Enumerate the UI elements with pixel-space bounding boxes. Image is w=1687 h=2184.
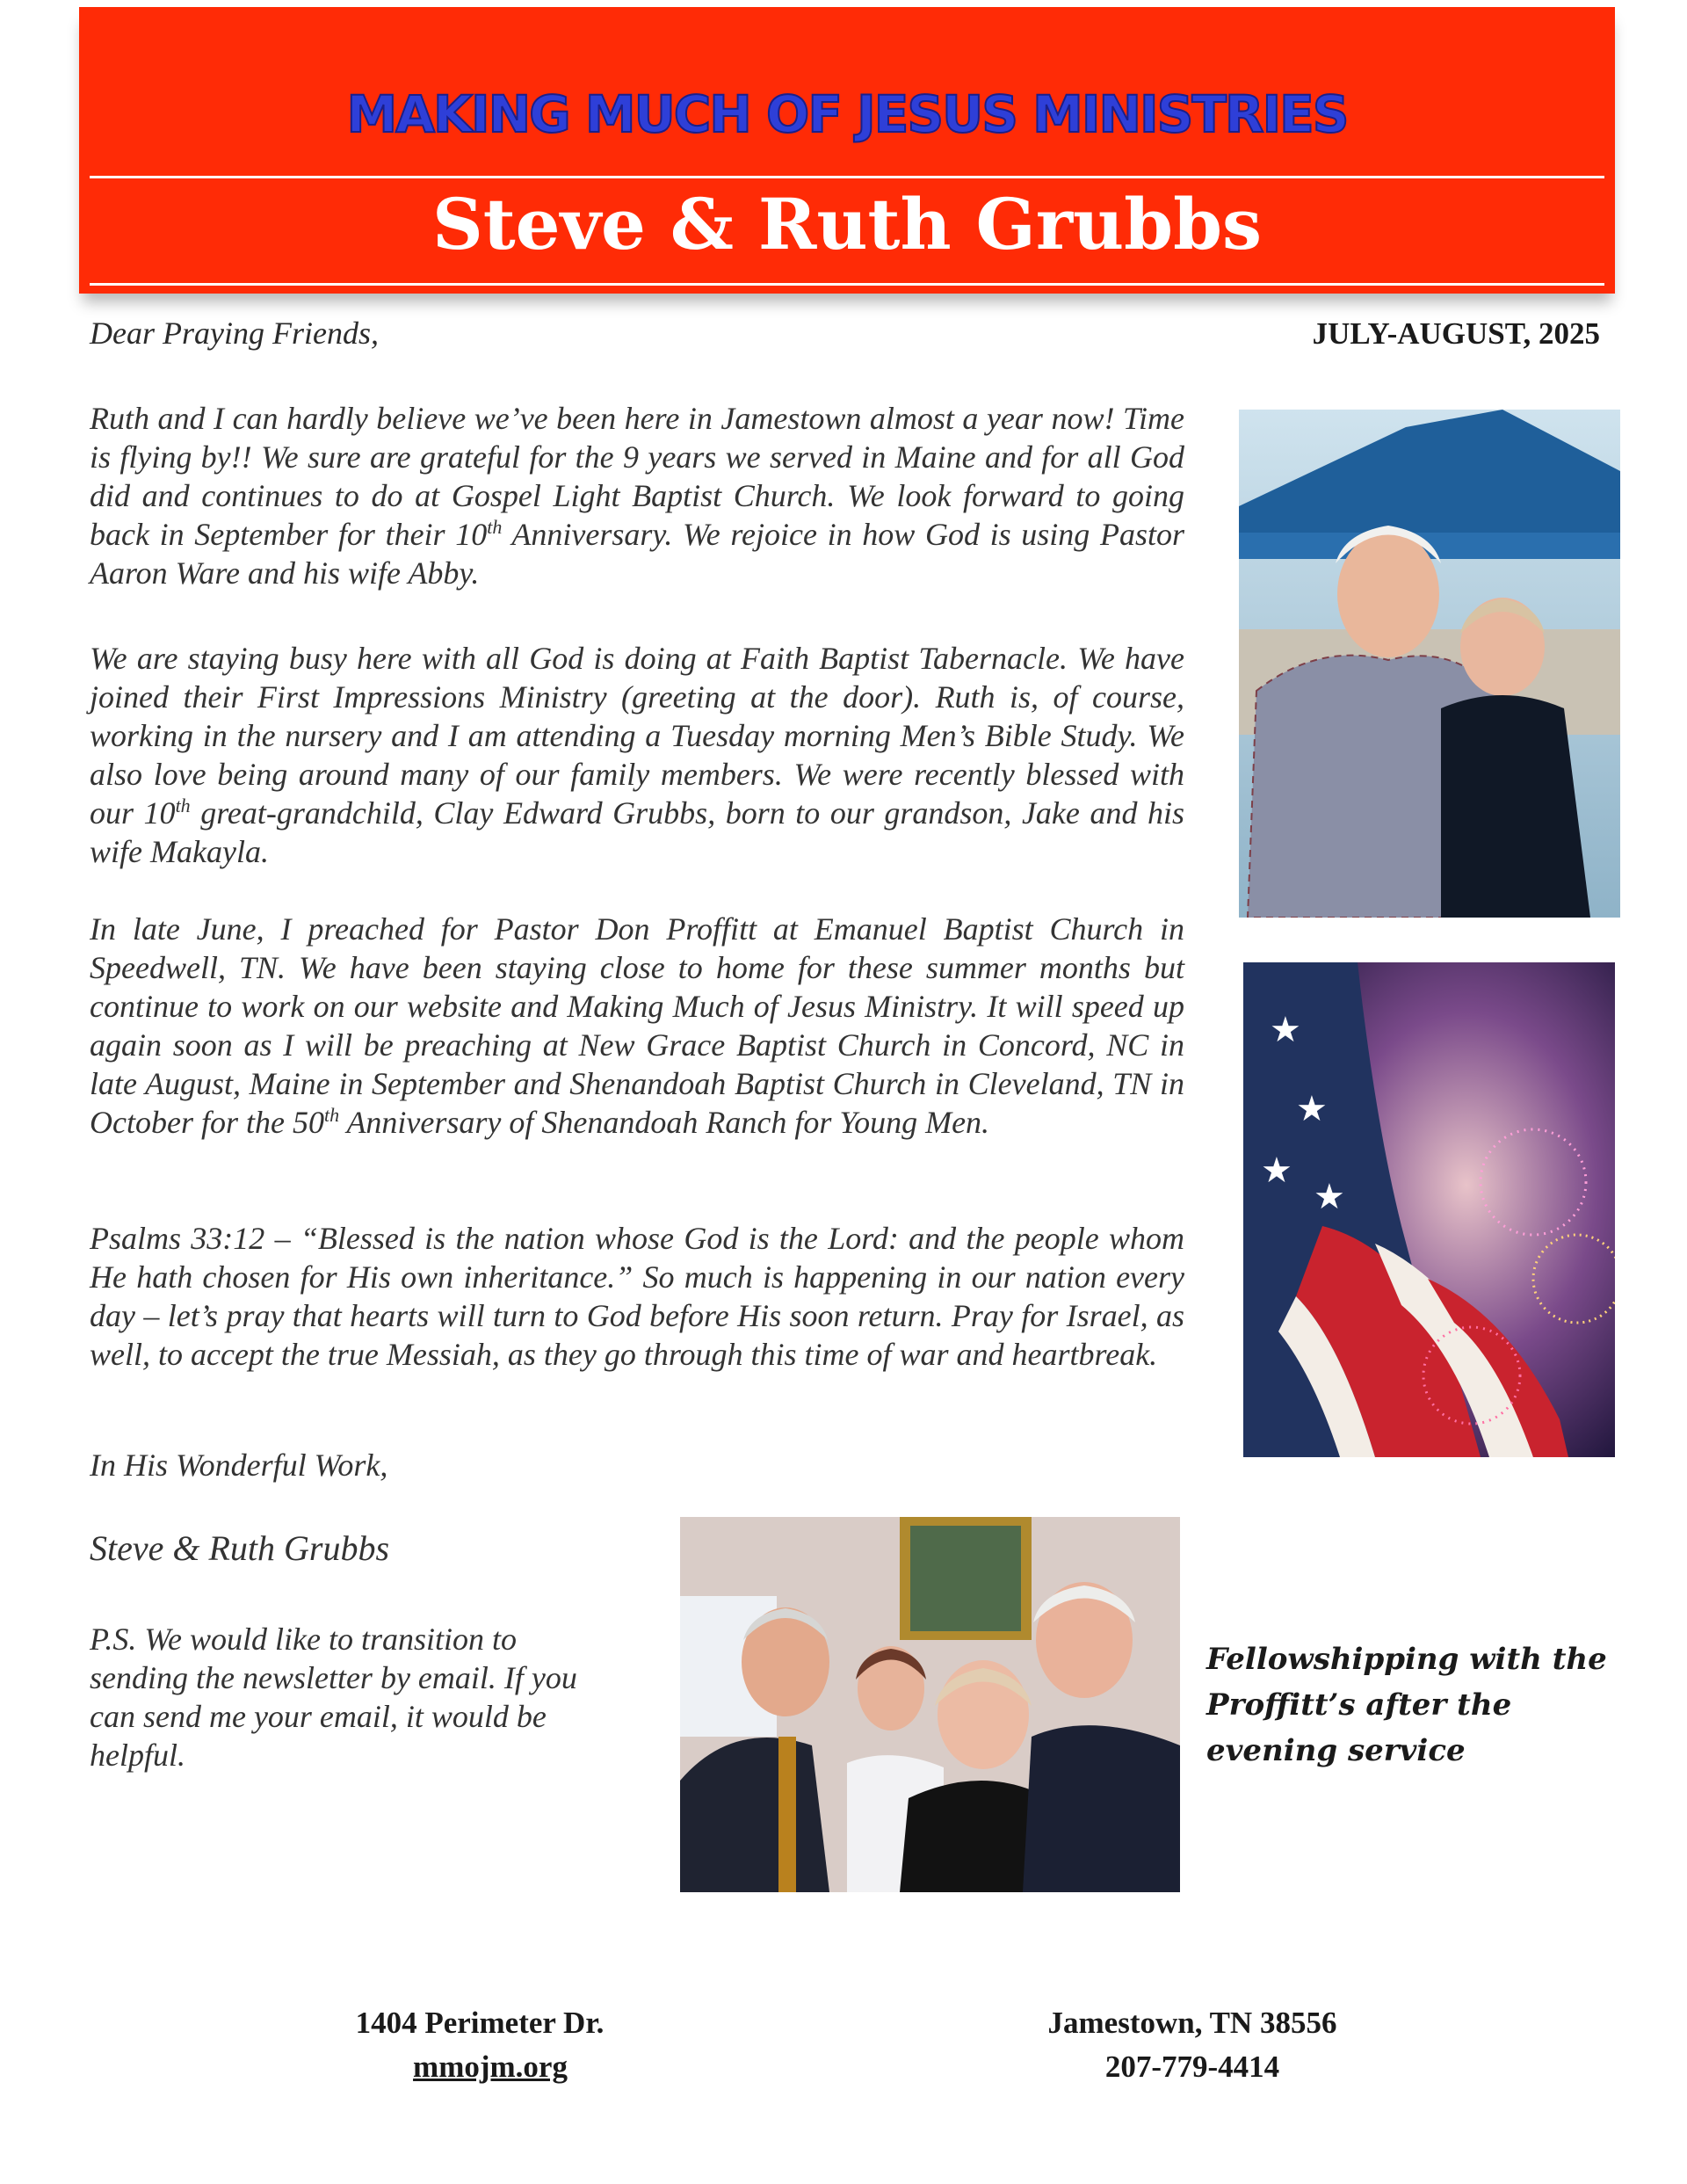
postscript: P.S. We would like to transition to sending the newsletter by email. If you can send me your email, it would be helpful. [90, 1622, 577, 1773]
ministry-name: MAKING MUCH OF JESUS MINISTRIES [346, 84, 1348, 144]
newsletter-date: JULY-AUGUST, 2025 [1312, 316, 1600, 351]
footer-website-link[interactable]: mmojm.org [413, 2050, 568, 2084]
letter-paragraph-1: Ruth and I can hardly believe we’ve been here in Jamestown almost a year now! Time is flying by!! We sure are grateful for the 9 years we served in Maine and for all God did and continues to do at Gospel Light Baptist Church. We look forward to going back in September for their 10th Anniversary. We rejoice in how God is using Pastor Aaron Ware and his wife Abby. [90, 401, 1184, 591]
header-banner [79, 7, 1615, 294]
footer-phone: 207-779-4414 [1104, 2050, 1280, 2084]
letter-paragraph-2: We are staying busy here with all God is doing at Faith Baptist Tabernacle. We have joined their First Impressions Ministry (greeting at the door). Ruth is, of course, working in the nursery and I am attending a Tuesday morning Men’s Bible Study. We also love being around many of our family members. We were recently blessed with our 10th great-grandchild, Clay Edward Grubbs, born to our grandson, Jake and his wife Makayla. [90, 641, 1184, 869]
letter-greeting: Dear Praying Friends, [90, 316, 379, 351]
photo-caption: Fellowshipping with the Proffitt’s after the evening service [1206, 1642, 1607, 1768]
header-divider-top [90, 176, 1604, 178]
fellowship-photo [680, 1517, 1180, 1892]
svg-text:★: ★ [1261, 1150, 1292, 1190]
letter-paragraph-4: Psalms 33:12 – “Blessed is the nation whose God is the Lord: and the people whom He hath chosen for His own inheritance.” So much is happening in our nation every day – let’s pray that hearts will turn to God before His soon return. Pray for Israel, as well, to accept the true Messiah, as they go through this time of war and heartbreak. [90, 1221, 1184, 1372]
svg-text:★: ★ [1296, 1089, 1328, 1128]
flag-fireworks-image [1243, 962, 1615, 1457]
footer-city: Jamestown, TN 38556 [1047, 2006, 1337, 2040]
svg-text:★: ★ [1270, 1010, 1301, 1049]
footer-street: 1404 Perimeter Dr. [355, 2006, 605, 2040]
letter-closing: In His Wonderful Work, [90, 1448, 388, 1483]
letter-signature: Steve & Ruth Grubbs [90, 1528, 390, 1568]
letter-paragraph-3: In late June, I preached for Pastor Don Proffitt at Emanuel Baptist Church in Speedwell, TN. We have been staying close to home for these summer months but continue to work on our website and Making Much of Jesus Ministry. It will speed up again soon as I will be preaching at New Grace Baptist Church in Concord, NC in late August, Maine in September and Shenandoah Baptist Church in Cleveland, TN in October for the 50th Anniversary of Shenandoah Ranch for Young Men. [90, 911, 1184, 1140]
couple-photo [1239, 410, 1620, 918]
header-divider-bottom [90, 283, 1604, 286]
missionary-names: Steve & Ruth Grubbs [431, 183, 1263, 265]
svg-text:★: ★ [1314, 1177, 1345, 1216]
